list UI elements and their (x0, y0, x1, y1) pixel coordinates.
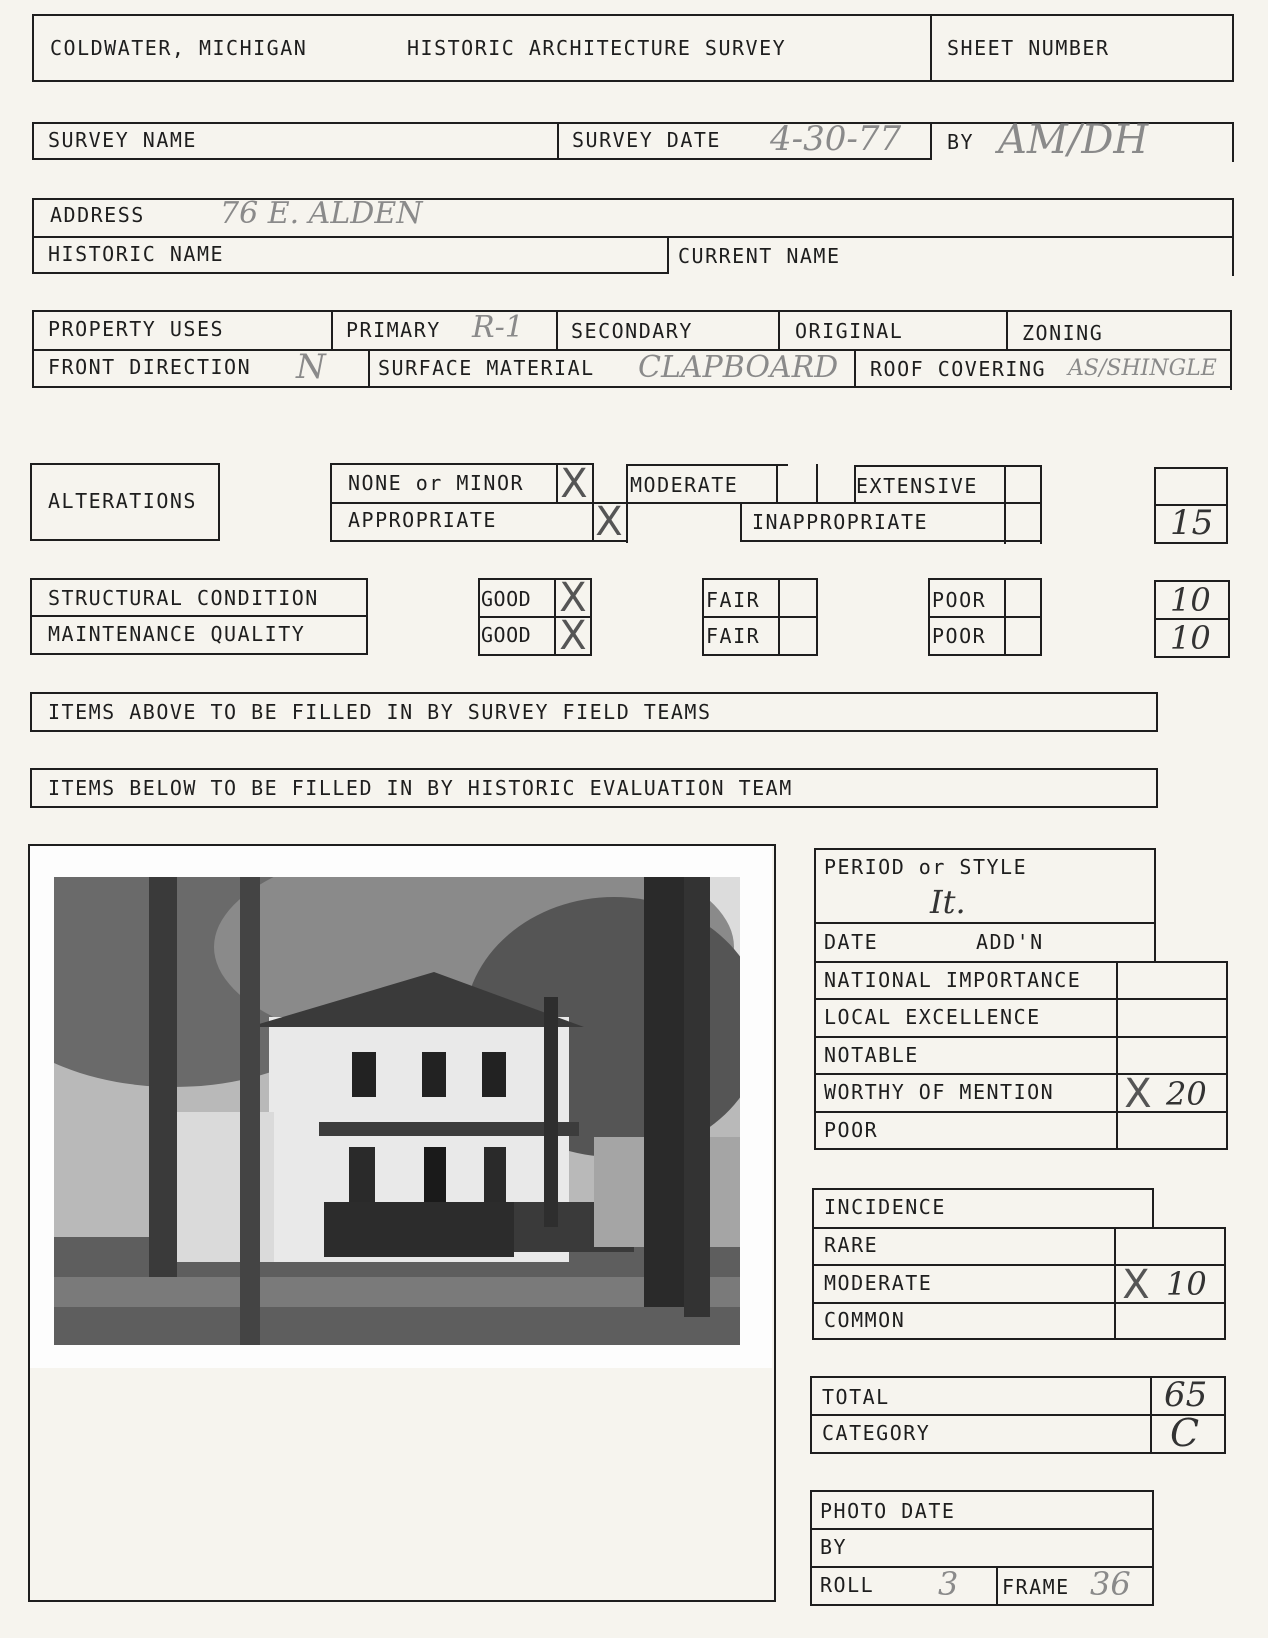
inc-right-top (1152, 1188, 1154, 1228)
alt-v6 (816, 464, 818, 504)
eval-row-local (814, 998, 1228, 1000)
alt-extensive-label: EXTENSIVE (856, 474, 978, 498)
roll-label: ROLL (820, 1573, 875, 1597)
roof-covering-label: ROOF COVERING (870, 357, 1047, 381)
eval-row-bottom (814, 1148, 1228, 1150)
header-divider (930, 14, 932, 82)
address-label: ADDRESS (50, 203, 145, 227)
maintenance-score: 10 (1170, 619, 1211, 657)
incidence-moderate-label: MODERATE (824, 1271, 933, 1295)
property-div-secondary (556, 310, 558, 351)
inc-bottom (812, 1338, 1226, 1340)
photo-by-label: BY (820, 1535, 848, 1559)
eval-right (1226, 961, 1228, 1150)
category-label: CATEGORY (822, 1421, 931, 1445)
surface-material-label: SURFACE MATERIAL (378, 356, 595, 380)
eval-date-label: DATE (824, 930, 879, 954)
eval-row-national (814, 961, 1228, 963)
incidence-moderate-check: X (1122, 1262, 1150, 1308)
incidence-common-label: COMMON (824, 1308, 906, 1332)
inc-row-moderate (812, 1264, 1226, 1266)
total-label: TOTAL (822, 1385, 890, 1409)
maintenance-fair-label: FAIR (706, 624, 761, 648)
structural-good-check: X (559, 575, 587, 621)
eval-row-date (814, 922, 1156, 924)
structural-label: STRUCTURAL CONDITION (48, 586, 319, 610)
survey-by-label: BY (947, 130, 975, 154)
photo-info-div (996, 1566, 998, 1606)
alt-inappropriate-label: INAPPROPRIATE (752, 510, 929, 534)
total-value: 65 (1164, 1375, 1208, 1415)
alt-moderate-label: MODERATE (630, 473, 739, 497)
totals-div (1150, 1376, 1152, 1454)
survey-by-value: AM/DH (998, 117, 1149, 163)
front-direction-label: FRONT DIRECTION (48, 355, 252, 379)
historic-name-label: HISTORIC NAME (48, 242, 225, 266)
zoning-label: ZONING (1022, 321, 1104, 345)
alt-bottom-b (740, 540, 1042, 542)
photo-area-bottom (28, 1600, 776, 1602)
survey-left-edge (32, 122, 34, 160)
eval-national-label: NATIONAL IMPORTANCE (824, 968, 1082, 992)
roll-value: 3 (938, 1565, 959, 1603)
period-value: It. (930, 883, 966, 921)
category-value: C (1170, 1411, 1200, 1455)
alt-none-minor-label: NONE or MINOR (348, 471, 525, 495)
property-mid (32, 349, 1230, 351)
alt-v8 (740, 502, 742, 542)
alt-v10 (1040, 465, 1042, 544)
eval-poor-label: POOR (824, 1118, 879, 1142)
period-label: PERIOD or STYLE (824, 855, 1028, 879)
alt-score-value: 15 (1170, 503, 1214, 543)
eval-local-label: LOCAL EXCELLENCE (824, 1005, 1041, 1029)
property-bottom (32, 386, 1232, 388)
roof-covering-value: AS/SHINGLE (1068, 356, 1217, 381)
photo-date-label: PHOTO DATE (820, 1499, 956, 1523)
incidence-rare-label: RARE (824, 1233, 879, 1257)
survey-right-edge (1232, 122, 1234, 162)
poor-div (1004, 578, 1006, 656)
address-bottom (32, 272, 668, 274)
property-top (32, 310, 1230, 312)
survey-date-value: 4-30-77 (770, 119, 902, 159)
property-div-primary (331, 310, 333, 351)
structural-poor-label: POOR (932, 588, 987, 612)
fair-div (778, 578, 780, 656)
condition-label-mid (30, 615, 368, 617)
alt-mid (330, 502, 1042, 504)
inc-row-rare (812, 1227, 1226, 1229)
property-div-zoning (1006, 310, 1008, 351)
incidence-moderate-score: 10 (1166, 1265, 1207, 1303)
note-below: ITEMS BELOW TO BE FILLED IN BY HISTORIC EVALUATION TEAM (48, 776, 793, 800)
survey-date-label: SURVEY DATE (572, 128, 721, 152)
alt-row1-top-b (626, 464, 788, 466)
property-div-original (778, 310, 780, 351)
eval-addn-label: ADD'N (976, 930, 1044, 954)
house-photo (54, 877, 740, 1345)
city-label: COLDWATER, MICHIGAN (50, 36, 308, 60)
alt-appropriate-check: X (595, 499, 623, 545)
address-div (667, 236, 669, 274)
frame-value: 36 (1090, 1565, 1131, 1603)
inc-row-common (812, 1302, 1226, 1304)
survey-div2 (930, 122, 932, 160)
primary-label: PRIMARY (346, 318, 441, 342)
alt-appropriate-label: APPROPRIATE (348, 508, 497, 532)
maintenance-good-label: GOOD (481, 623, 532, 647)
address-left (32, 198, 34, 274)
property-right (1230, 310, 1232, 390)
inc-top (812, 1188, 1154, 1190)
property-uses-label: PROPERTY USES (48, 317, 225, 341)
eval-worthy-score: 20 (1166, 1075, 1207, 1113)
original-label: ORIGINAL (795, 319, 904, 343)
current-name-label: CURRENT NAME (678, 244, 841, 268)
inc-left (812, 1188, 814, 1340)
eval-mid (1116, 961, 1118, 1150)
alt-row1-top-c (854, 465, 1042, 467)
eval-row-notable (814, 1036, 1228, 1038)
property-div-roof (854, 349, 856, 388)
address-mid (32, 236, 1234, 238)
secondary-label: SECONDARY (571, 319, 693, 343)
maintenance-poor-label: POOR (932, 624, 987, 648)
alterations-label: ALTERATIONS (48, 489, 197, 513)
frame-label: FRAME (1002, 1575, 1070, 1599)
eval-notable-label: NOTABLE (824, 1043, 919, 1067)
photo-area-right (774, 844, 776, 1602)
maintenance-label: MAINTENANCE QUALITY (48, 622, 306, 646)
alt-bottom-a (330, 540, 628, 542)
surface-material-value: CLAPBOARD (638, 350, 839, 385)
property-div-surface (368, 349, 370, 388)
structural-score: 10 (1170, 581, 1211, 619)
note-above: ITEMS ABOVE TO BE FILLED IN BY SURVEY FIELD TEAMS (48, 700, 712, 724)
structural-fair-label: FAIR (706, 588, 761, 612)
incidence-label: INCIDENCE (824, 1195, 946, 1219)
eval-left (814, 922, 816, 1150)
photo-info-mid1 (810, 1528, 1154, 1530)
eval-worthy-check: X (1124, 1071, 1152, 1117)
property-left (32, 310, 34, 388)
survey-name-label: SURVEY NAME (48, 128, 197, 152)
alt-v1 (330, 463, 332, 542)
primary-value: R-1 (472, 310, 524, 345)
structural-good-label: GOOD (481, 587, 532, 611)
alt-row1-top-a (330, 463, 594, 465)
alt-none-minor-check: X (560, 461, 588, 507)
sheet-number-label: SHEET NUMBER (947, 36, 1110, 60)
address-top (32, 198, 1234, 200)
poor-mid (928, 616, 1042, 618)
survey-div1 (557, 122, 559, 160)
address-right (1232, 198, 1234, 276)
front-direction-value: N (296, 347, 326, 387)
fair-mid (702, 616, 818, 618)
maintenance-good-check: X (559, 613, 587, 659)
alt-v9 (1004, 465, 1006, 544)
alt-v5 (776, 464, 778, 504)
eval-right-top (1154, 922, 1156, 962)
address-value: 76 E. ALDEN (220, 196, 423, 231)
eval-worthy-label: WORTHY OF MENTION (824, 1080, 1055, 1104)
inc-right (1224, 1227, 1226, 1340)
survey-title: HISTORIC ARCHITECTURE SURVEY (407, 36, 787, 60)
